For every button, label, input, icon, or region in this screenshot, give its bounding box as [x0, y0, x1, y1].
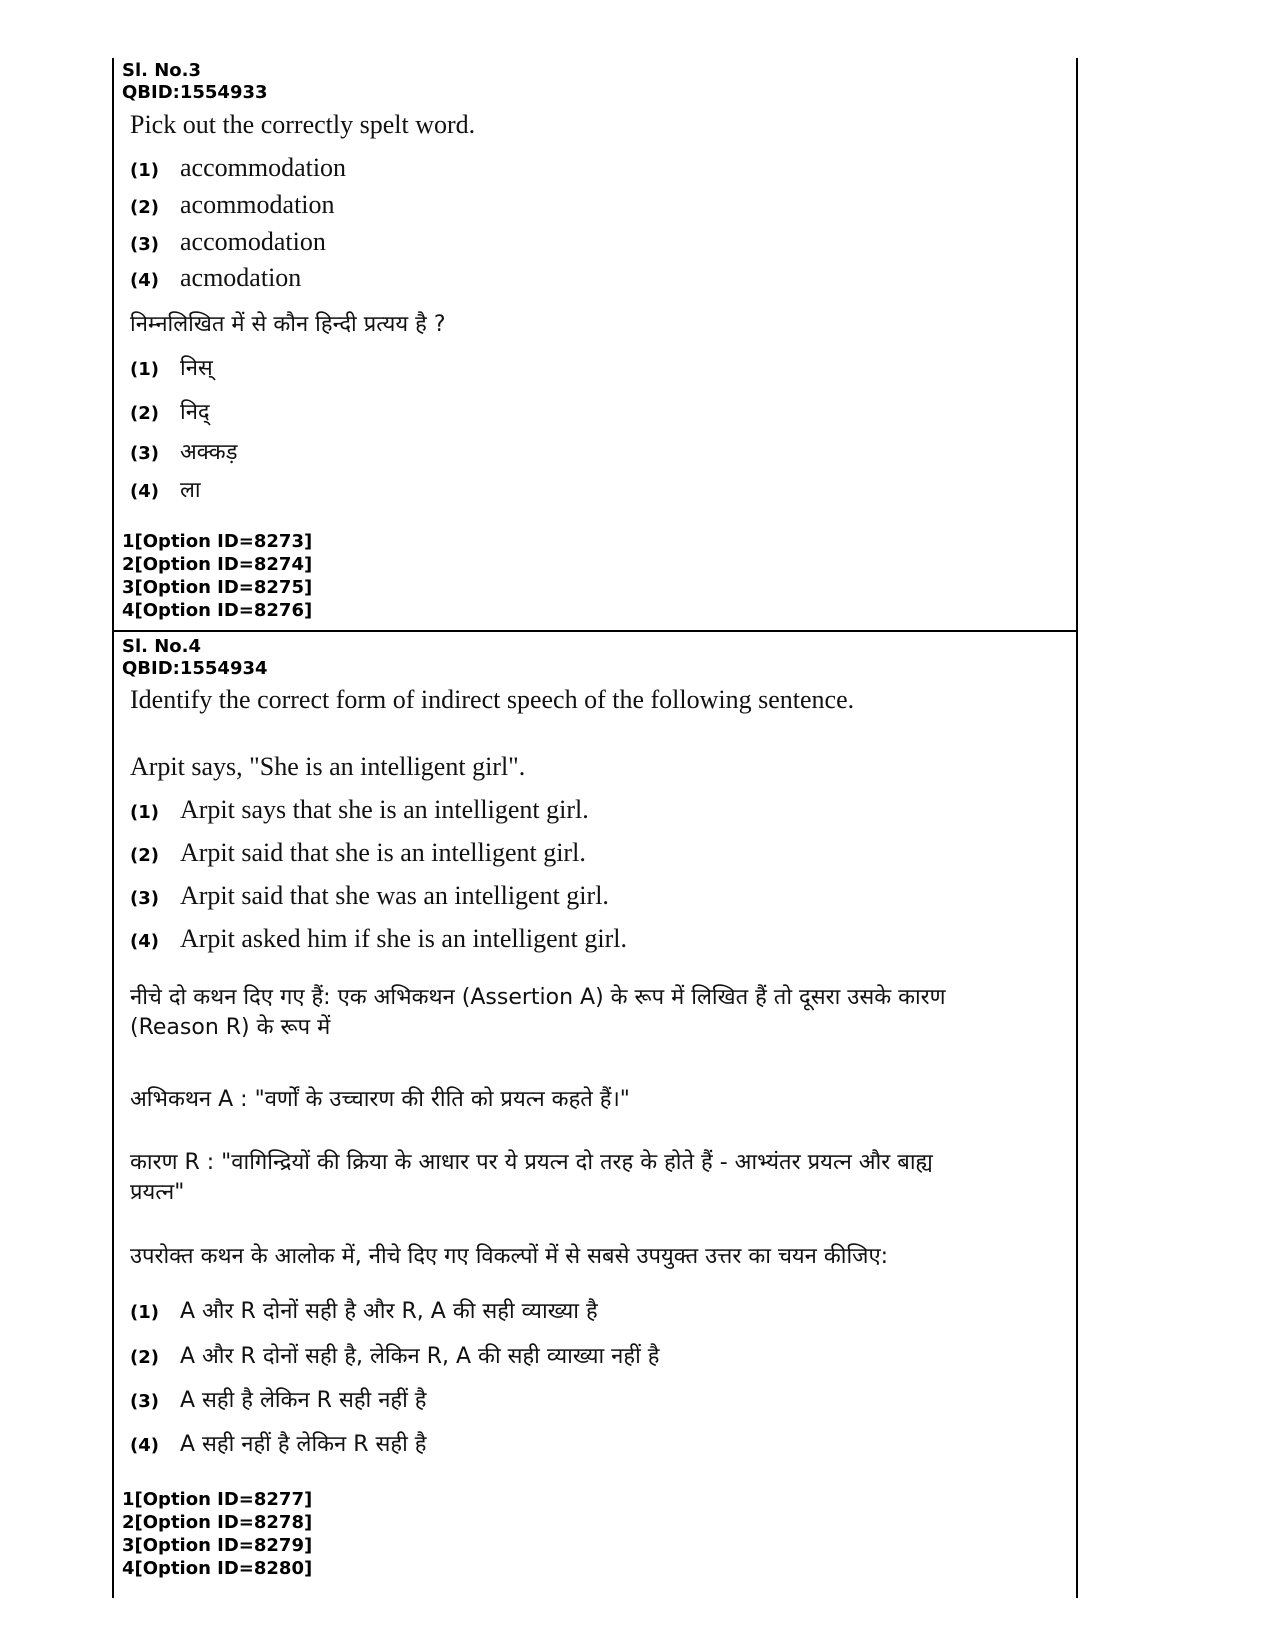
- hindi-option-item: [130, 1340, 659, 1370]
- option-text: Arpit said that she was an intelligent girl.: [180, 881, 609, 910]
- option-item: [130, 153, 346, 183]
- option-number: (1): [130, 160, 159, 181]
- option-number: (4): [130, 1435, 159, 1456]
- option-item: [130, 795, 589, 825]
- option-number: (4): [130, 270, 159, 291]
- hindi-intro: [130, 983, 946, 1043]
- question-3-header: [122, 60, 1072, 104]
- hindi-option-item: [130, 436, 237, 466]
- hindi-option-item: [130, 352, 213, 382]
- option-number: (3): [130, 443, 159, 464]
- option-text: निस्: [180, 356, 213, 381]
- reason-text: [130, 1148, 933, 1208]
- instruction-text: उपरोक्त कथन के आलोक में, नीचे दिए गए विकल्पों में से सबसे उपयुक्त उत्तर का चयन कीजिए:: [130, 1244, 889, 1269]
- option-number: (1): [130, 1302, 159, 1323]
- option-number: (3): [130, 888, 159, 909]
- qbid: QBID:1554934: [122, 658, 268, 679]
- option-id-list: [122, 1488, 1072, 1580]
- option-item: [130, 227, 326, 257]
- hindi-option-item: [130, 1295, 598, 1325]
- option-text: accomodation: [180, 227, 326, 256]
- option-id: 1[Option ID=8273]: [122, 531, 313, 552]
- option-number: (2): [130, 845, 159, 866]
- option-text: Arpit says that she is an intelligent girl.: [180, 795, 589, 824]
- hindi-option-item: [130, 396, 210, 426]
- option-id: 2[Option ID=8278]: [122, 1512, 313, 1533]
- option-id: 4[Option ID=8276]: [122, 600, 313, 621]
- question-4-header: [122, 636, 1072, 680]
- hindi-option-item: [130, 474, 201, 504]
- option-id: 3[Option ID=8279]: [122, 1535, 313, 1556]
- serial-number: Sl. No.4: [122, 636, 202, 657]
- option-number: (2): [130, 403, 159, 424]
- option-text: ला: [180, 478, 201, 503]
- reason-line: कारण R : "वागिन्द्रियों की क्रिया के आधार पर ये प्रयत्न दो तरह के होते हैं - आभ्यंतर प्रयत्न और बाह्य: [130, 1150, 933, 1175]
- left-border: [112, 58, 114, 1598]
- option-text: Arpit said that she is an intelligent girl.: [180, 838, 586, 867]
- option-number: (2): [130, 197, 159, 218]
- option-number: (4): [130, 481, 159, 502]
- option-text: A और R दोनों सही है और R, A की सही व्याख्या है: [180, 1299, 598, 1324]
- option-text: A और R दोनों सही है, लेकिन R, A की सही व्याख्या नहीं है: [180, 1344, 660, 1369]
- question-text: Pick out the correctly spelt word.: [130, 110, 476, 139]
- question-text: Identify the correct form of indirect speech of the following sentence.: [130, 685, 855, 714]
- option-number: (3): [130, 1391, 159, 1412]
- option-number: (3): [130, 234, 159, 255]
- option-number: (4): [130, 931, 159, 952]
- option-number: (2): [130, 1347, 159, 1368]
- option-text: acmodation: [180, 263, 302, 292]
- option-text: A सही नहीं है लेकिन R सही है: [180, 1432, 427, 1457]
- option-text: निद्: [180, 400, 210, 425]
- hindi-intro-line: नीचे दो कथन दिए गए हैं: एक अभिकथन (Assertion A) के रूप में लिखित हैं तो दूसरा उसके कारण: [130, 985, 946, 1010]
- option-item: [130, 924, 627, 954]
- option-item: [130, 881, 609, 911]
- option-text: Arpit asked him if she is an intelligent girl.: [180, 924, 627, 953]
- option-text: accommodation: [180, 153, 347, 182]
- hindi-question-text: निम्नलिखित में से कौन हिन्दी प्रत्यय है ?: [130, 312, 446, 337]
- option-id: 2[Option ID=8274]: [122, 554, 313, 575]
- option-item: [130, 838, 586, 868]
- option-number: (1): [130, 359, 159, 380]
- option-id: 3[Option ID=8275]: [122, 577, 313, 598]
- hindi-option-item: [130, 1384, 426, 1414]
- assertion-text: अभिकथन A : "वर्णों के उच्चारण की रीति को प्रयत्न कहते हैं।": [130, 1087, 630, 1112]
- option-text: acommodation: [180, 190, 335, 219]
- option-id: 1[Option ID=8277]: [122, 1489, 313, 1510]
- option-id-list: [122, 530, 1072, 622]
- reason-line: प्रयत्न": [130, 1180, 185, 1205]
- hindi-option-item: [130, 1428, 426, 1458]
- option-item: [130, 263, 301, 293]
- qbid: QBID:1554933: [122, 82, 268, 103]
- option-text: अक्कड़: [180, 440, 238, 465]
- question-sentence: Arpit says, "She is an intelligent girl".: [130, 752, 526, 781]
- option-item: [130, 190, 335, 220]
- option-id: 4[Option ID=8280]: [122, 1558, 313, 1579]
- right-border: [1076, 58, 1078, 1598]
- hindi-intro-line: (Reason R) के रूप में: [130, 1015, 331, 1040]
- serial-number: Sl. No.3: [122, 60, 202, 81]
- question-divider: [113, 630, 1076, 632]
- option-number: (1): [130, 802, 159, 823]
- option-text: A सही है लेकिन R सही नहीं है: [180, 1388, 427, 1413]
